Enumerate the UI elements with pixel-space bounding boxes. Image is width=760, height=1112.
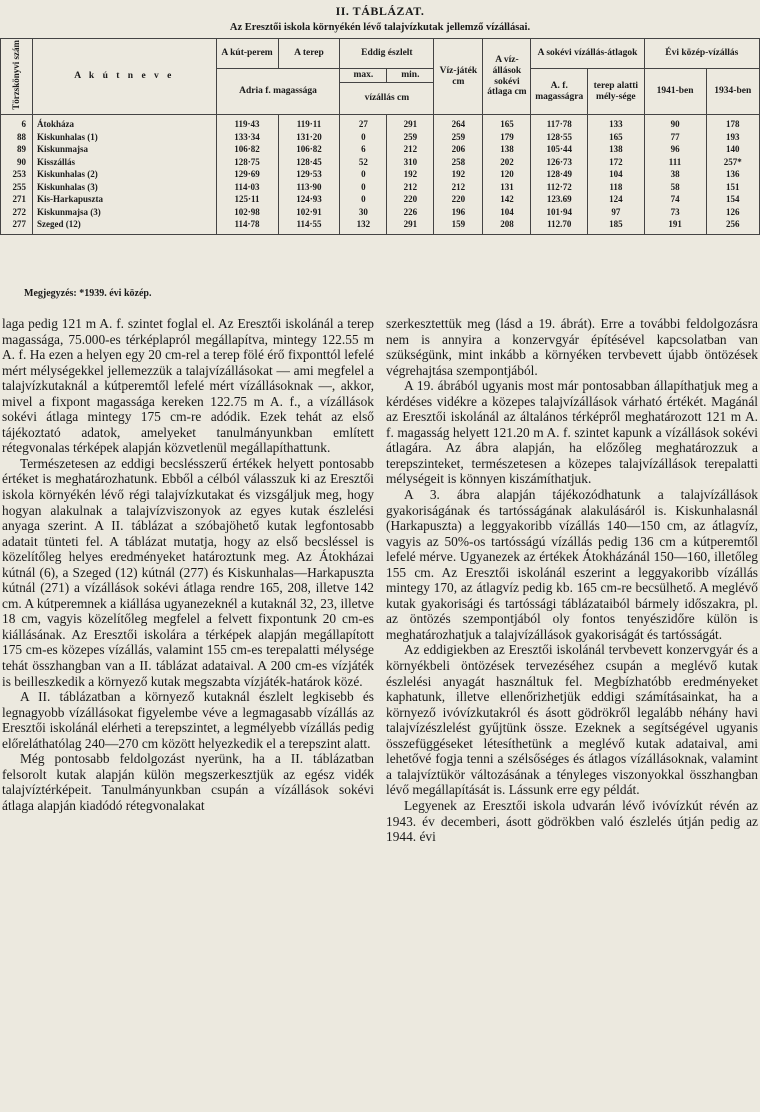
table-note: Megjegyzés: *1939. évi közép. <box>24 288 152 299</box>
table-cell-num: 88 <box>1 131 33 144</box>
table-cell-terep: 102·91 <box>278 206 340 219</box>
header-torzskonyvi: Törzskönyvi szám <box>1 39 33 115</box>
table-cell-name: Kis-Harkapuszta <box>33 193 217 206</box>
table-cell-max: 0 <box>340 181 387 194</box>
paragraph-left-4: Még pontosabb feldolgozást nyerünk, ha a II. táblázatban felsorolt kutak alapján külön megszerkesztjük az egész vidék talajvíztérképeit. Tanulmányunkban csupán a vízállások sokévi átlaga alapján kiadódó rétegvonalakat <box>2 751 374 813</box>
table-cell-terep: 113·90 <box>278 181 340 194</box>
table-cell-af: 112.70 <box>531 218 588 234</box>
table-cell-af: 123.69 <box>531 193 588 206</box>
table-row <box>1 218 760 234</box>
table-cell-y41: 74 <box>644 193 706 206</box>
table-cell-af: 105·44 <box>531 143 588 156</box>
header-evi-kozep: Évi közép-vízállás <box>644 39 759 69</box>
well-data-table <box>0 38 760 235</box>
table-row <box>1 206 760 219</box>
table-cell-y41: 191 <box>644 218 706 234</box>
table-row <box>1 115 760 131</box>
table-row <box>1 168 760 181</box>
table-cell-num: 277 <box>1 218 33 234</box>
table-cell-terep: 131·20 <box>278 131 340 144</box>
table-cell-jatek: 220 <box>434 193 483 206</box>
table-cell-num: 253 <box>1 168 33 181</box>
table-cell-min: 226 <box>387 206 434 219</box>
table-cell-terep: 119·11 <box>278 115 340 131</box>
table-cell-atlag: 179 <box>483 131 531 144</box>
table-cell-name: Kiskunhalas (1) <box>33 131 217 144</box>
table-cell-num: 6 <box>1 115 33 131</box>
table-cell-atlag: 120 <box>483 168 531 181</box>
table-cell-mely: 104 <box>588 168 645 181</box>
header-1941: 1941-ben <box>644 69 706 115</box>
paragraph-left-1: laga pedig 121 m A. f. szintet foglal el. Az Eresztői iskolánál a terep magassága, 75.000-es térképlapról megállapítva, mintegy 122.55 m A. f. Ha ezen a helyen egy 20 cm-rel a terep fölé érő fixponttól lefelé mért mélységekkel jellemezzük a talajvízállásokat — ami megfelel a talajvízkutaknál a kútperemtől lefelé mért vízállásoknak —, akkor, mivel a fixpont magassága kereken 122.75 m A. f., a vízállások sokévi átlaga mintegy 175 cm-re adódik. Ezek tehát az első tájékoztató adatok, amelyeket tanulmányunkban említett rétegvonalas térképek alapján közvetlenül megállapíthattunk. <box>2 316 374 456</box>
table-cell-mely: 172 <box>588 156 645 169</box>
table-cell-y34: 193 <box>706 131 759 144</box>
table-cell-max: 6 <box>340 143 387 156</box>
table-cell-terep: 124·93 <box>278 193 340 206</box>
table-cell-y41: 90 <box>644 115 706 131</box>
header-kut-neve: A k ú t n e v e <box>33 39 217 115</box>
header-adria: Adria f. magassága <box>216 69 340 115</box>
table-cell-mely: 138 <box>588 143 645 156</box>
paragraph-right-3: A 3. ábra alapján tájékozódhatunk a talajvízállások gyakoriságának és tartósságának alakulásáról is. Kiskunhalasnál (Harkapuszta) a leggyakoribb vízállás 140—150 cm, az átlagvíz, vagyis az 50%-os tartósságú vízállás pedig 136 cm a kútperemtől lefelé mérve. Ugyanezek az értékek Átokházánál 150—160, illetőleg 155 cm. Az Eresztői iskolánál eszerint a leggyakoribb vízállás mintegy 170, az átlagvíz pedig kb. 165 cm-re becsülhető. A meglévő kutak gyakorisági és tartóssági táblázataiból bármely időszakra, pl. az öntözés szempontjából oly fontos tenyészidőre külön is meghatározhatjuk a talajvízállások gyakoriságát és tartósságát. <box>386 487 758 642</box>
table-cell-max: 0 <box>340 193 387 206</box>
table-cell-min: 291 <box>387 218 434 234</box>
table-row <box>1 193 760 206</box>
header-terep-alatti: terep alatti mély-sége <box>588 69 645 115</box>
paragraph-right-5: Legyenek az Eresztői iskola udvarán lévő ivóvízkút révén az 1943. év decemberi, ásott gödrökben való észlelés útján pedig az 1944. évi <box>386 797 758 845</box>
table-cell-jatek: 258 <box>434 156 483 169</box>
table-cell-name: Kiskunhalas (3) <box>33 181 217 194</box>
table-cell-name: Kiskunmajsa <box>33 143 217 156</box>
paragraph-right-4: Az eddigiekben az Eresztői iskolánál tervbevett konzervgyár és a környékbeli öntözések tervezéséhez csupán a meglévő kutak észlelési anyagát használtuk fel. Megbízhatóbb eredményeket kaphatunk, illetve ellenőrizhetjük eddigi számításainkat, ha a környező ivóvízkutakról és ásott gödrökről legalább néhány havi talajvízészlelést gyűjtünk össze. Ezeknek a segítségével ugyanis összefüggéseket létesíthetünk a meglévő kutak adataival, ami lehetővé fogja tenni a szélsőséges és átlagos vízállásoknak, valamint a talajvíztükör változásának a tényleges viszonyokkal összhangban lévő megállapítását is. Lássunk erre egy példát. <box>386 642 758 798</box>
table-cell-max: 132 <box>340 218 387 234</box>
table-cell-min: 212 <box>387 181 434 194</box>
table-cell-af: 126·73 <box>531 156 588 169</box>
paragraph-right-2: A 19. ábrából ugyanis most már pontosabban állapíthatjuk meg a kérdéses vidékre a közepes talajvízállások várható értékét. Magánál az Eresztői iskolánál az általános térképről meghatározott 121 m A. f. magasság helyett 121.20 m A. f. szintet kapunk a vízállások sokévi átlagára. Az ábra alapján, ha előzőleg meghatározzuk a terepszinteket, természetesen a közepes talajvízállások terepalatti mélységeit is könnyen kiszámíthatjuk. <box>386 378 758 487</box>
table-cell-atlag: 104 <box>483 206 531 219</box>
header-af-mag: A. f. magasságra <box>531 69 588 115</box>
table-cell-max: 0 <box>340 168 387 181</box>
table-cell-af: 112·72 <box>531 181 588 194</box>
header-viz-allasok: A víz-állások sokévi átlaga cm <box>483 39 531 115</box>
table-cell-jatek: 259 <box>434 131 483 144</box>
table-cell-mely: 133 <box>588 115 645 131</box>
table-cell-perem: 114·78 <box>216 218 278 234</box>
header-sokevi: A sokévi vízállás-átlagok <box>531 39 644 69</box>
header-max: max. <box>340 69 387 83</box>
table-cell-terep: 128·45 <box>278 156 340 169</box>
table-cell-y41: 96 <box>644 143 706 156</box>
table-cell-y34: 178 <box>706 115 759 131</box>
right-text-column <box>386 316 758 845</box>
table-cell-terep: 106·82 <box>278 143 340 156</box>
table-cell-perem: 125·11 <box>216 193 278 206</box>
table-cell-y41: 38 <box>644 168 706 181</box>
table-cell-y34: 154 <box>706 193 759 206</box>
table-cell-af: 117·78 <box>531 115 588 131</box>
table-cell-min: 212 <box>387 143 434 156</box>
table-cell-jatek: 192 <box>434 168 483 181</box>
table-cell-af: 128·49 <box>531 168 588 181</box>
table-cell-perem: 128·75 <box>216 156 278 169</box>
table-row <box>1 156 760 169</box>
left-text-column <box>2 316 374 814</box>
paragraph-left-3: A II. táblázatban a környező kutaknál észlelt legkisebb és legnagyobb vízállásokat figyelembe véve a legmagasabb vízállás az Eresztői iskolánál elérheti a terepszintet, a legmélyebb vízállás pedig előreláthatólag 240—270 cm között helyezkedik el a terepszint alatt. <box>2 689 374 751</box>
header-min: min. <box>387 69 434 83</box>
table-subtitle: Az Eresztői iskola környékén lévő talajvízkutak jellemző vízállásai. <box>229 22 531 33</box>
table-cell-perem: 119·43 <box>216 115 278 131</box>
table-cell-num: 89 <box>1 143 33 156</box>
table-cell-y41: 58 <box>644 181 706 194</box>
table-cell-y34: 256 <box>706 218 759 234</box>
table-cell-mely: 185 <box>588 218 645 234</box>
table-cell-y34: 257* <box>706 156 759 169</box>
table-row <box>1 131 760 144</box>
table-cell-y41: 77 <box>644 131 706 144</box>
table-cell-name: Kiskunmajsa (3) <box>33 206 217 219</box>
header-eddig: Eddig észlelt <box>340 39 434 69</box>
table-cell-max: 30 <box>340 206 387 219</box>
table-cell-num: 272 <box>1 206 33 219</box>
table-cell-y41: 73 <box>644 206 706 219</box>
table-cell-jatek: 206 <box>434 143 483 156</box>
table-cell-min: 220 <box>387 193 434 206</box>
paragraph-left-2: Természetesen az eddigi becslésszerű értékek helyett pontosabb értéket is meghatározhatunk. Ebből a célból válasszuk ki az Eresztői iskola környékén lévő régi talajvízkutakat és vizsgáljuk meg, hogy hogyan alakulnak a talajvízviszonyok az egyes kutak észlelési anyaga szerint. A II. táblázat a szóbajöhető kutak legfontosabb adatait tünteti fel. A táblázat mutatja, hogy az első becsléssel is közelítőleg helyes eredményeket határoztunk meg. Az Átokházai kútnál (6), a Szeged (12) kútnál (277) és Kiskunhalas—Harkapuszta kútnál (271) a vízállások sokévi átlaga rendre 165, 208, illetve 142 cm. A kútperemnek a kiállása ugyanezeknél a kutaknál 32, 23, illetve 18 cm, vagyis közelítőleg megfelel a felvett fixpontunk 20 cm-es kiállásának. Az Eresztői iskolára a térképek alapján megállapított 175 cm-es közepes vízállás, valamint 155 cm-es terepalatti mélysége tehát összhangban van a II. táblázat adataival. A 200 cm-es vízjáték is beilleszkedik a környező kutak megszabta vízjáték-határok közé. <box>2 455 374 689</box>
table-cell-atlag: 142 <box>483 193 531 206</box>
table-cell-mely: 97 <box>588 206 645 219</box>
table-cell-min: 259 <box>387 131 434 144</box>
table-cell-name: Kiskunhalas (2) <box>33 168 217 181</box>
table-cell-terep: 129·53 <box>278 168 340 181</box>
table-cell-jatek: 196 <box>434 206 483 219</box>
table-cell-mely: 165 <box>588 131 645 144</box>
table-cell-y34: 136 <box>706 168 759 181</box>
table-cell-min: 291 <box>387 115 434 131</box>
table-cell-max: 52 <box>340 156 387 169</box>
table-cell-atlag: 165 <box>483 115 531 131</box>
table-cell-num: 255 <box>1 181 33 194</box>
paragraph-right-1: szerkesztettük meg (lásd a 19. ábrát). Erre a további feldolgozásra nem is annyira a konzervgyár építésével kapcsolatban van szükségünk, mint inkább a környéken tervbevett újabb öntözések végrehajtása szempontjából. <box>386 316 758 378</box>
table-cell-atlag: 138 <box>483 143 531 156</box>
table-cell-y34: 126 <box>706 206 759 219</box>
table-cell-perem: 106·82 <box>216 143 278 156</box>
table-cell-perem: 133·34 <box>216 131 278 144</box>
table-row <box>1 181 760 194</box>
table-cell-jatek: 212 <box>434 181 483 194</box>
table-cell-min: 310 <box>387 156 434 169</box>
header-vizjatek: Víz-játék cm <box>434 39 483 115</box>
table-cell-af: 128·55 <box>531 131 588 144</box>
table-row <box>1 143 760 156</box>
header-vizallas-cm: vízállás cm <box>340 83 434 115</box>
table-cell-name: Átokháza <box>33 115 217 131</box>
table-cell-mely: 124 <box>588 193 645 206</box>
header-1934: 1934-ben <box>706 69 759 115</box>
table-cell-name: Kisszállás <box>33 156 217 169</box>
table-cell-perem: 114·03 <box>216 181 278 194</box>
table-cell-atlag: 131 <box>483 181 531 194</box>
table-cell-y34: 151 <box>706 181 759 194</box>
table-cell-jatek: 264 <box>434 115 483 131</box>
table-cell-mely: 118 <box>588 181 645 194</box>
table-cell-num: 90 <box>1 156 33 169</box>
table-cell-atlag: 208 <box>483 218 531 234</box>
table-cell-af: 101·94 <box>531 206 588 219</box>
table-cell-terep: 114·55 <box>278 218 340 234</box>
table-cell-perem: 129·69 <box>216 168 278 181</box>
table-cell-min: 192 <box>387 168 434 181</box>
table-cell-perem: 102·98 <box>216 206 278 219</box>
table-cell-name: Szeged (12) <box>33 218 217 234</box>
table-cell-jatek: 159 <box>434 218 483 234</box>
table-cell-max: 27 <box>340 115 387 131</box>
table-cell-y34: 140 <box>706 143 759 156</box>
header-kutperem: A kút-perem <box>216 39 278 69</box>
table-title: II. TÁBLÁZAT. <box>335 4 425 18</box>
table-cell-y41: 111 <box>644 156 706 169</box>
header-terep: A terep <box>278 39 340 69</box>
table-cell-num: 271 <box>1 193 33 206</box>
table-cell-max: 0 <box>340 131 387 144</box>
table-cell-atlag: 202 <box>483 156 531 169</box>
